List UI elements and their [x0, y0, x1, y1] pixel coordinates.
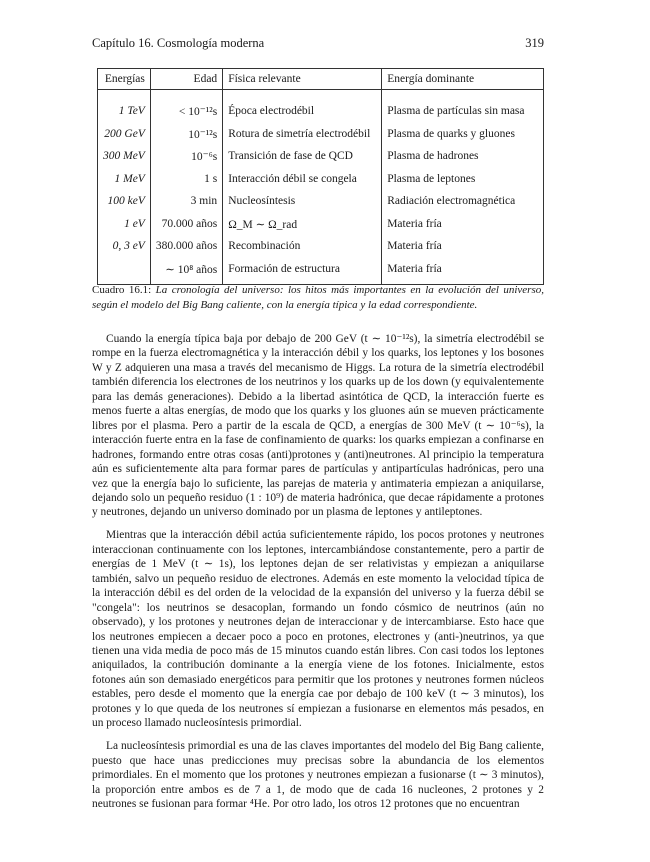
table-cell: 300 MeV — [98, 145, 151, 168]
table-cell: Transición de fase de QCD — [223, 145, 382, 168]
table-row — [98, 100, 544, 123]
page-header — [92, 36, 544, 51]
page-number: 319 — [525, 36, 544, 50]
table-cell: 100 keV — [98, 190, 151, 213]
table-row — [98, 258, 544, 285]
table-cell: 1 TeV — [98, 100, 151, 123]
paragraph: Mientras que la interacción débil actúa suficientemente rápido, los pocos protones y neutrones interaccionan continuamente con los leptones, intercambiándose constantemente, pero a partir de energías de 1 MeV (t ∼ 1s), los leptones dejan de ser relativistas y empiezan a aniquilarse también, salvo un pequeño residuo de electrones. Además en este momento la velocidad típica de la interacción débil es del orden de la velocidad de la expansión del universo y la fuerza débil se "congela": los neutrinos se desacoplan, formando un fondo cósmico de neutrinos (aún no observado), y los protones y neutrones dejan de interaccionar y de intercambiarse. Esto hace que los neutrones empiecen a decaer poco a poco en protones, electrones y (anti-)neutrinos, ya que tienen una vida media de poco más de 15 minutos cuando están libres. Con casi todos los leptones aniquilados, la contribución dominante a la energía viene de los fotones. Inicialmente, estos fotones aún son demasiado energéticos para permitir que los protones y neutrones formen núcleos estables, pero desde el momento que la energía cae por debajo de 100 keV (t ∼ 3 minutos), los protones y lo que queda de los neutrones sí empiezan a fusionarse en elementos más pesados, en un proceso llamado nucleosíntesis primordial. — [92, 529, 544, 730]
body-text — [92, 332, 544, 820]
table-cell: Interacción débil se congela — [223, 168, 382, 191]
table-header-energias: Energías — [98, 69, 151, 90]
table-row — [98, 145, 544, 168]
table-cell: < 10⁻¹²s — [150, 100, 222, 123]
table-caption — [92, 283, 544, 313]
table-cell: 200 GeV — [98, 123, 151, 146]
table-cell: 70.000 años — [150, 213, 222, 236]
table-cell: ∼ 10⁸ años — [150, 258, 222, 285]
table-header-energia-dominante: Energía dominante — [382, 69, 544, 90]
table-cell: 1 eV — [98, 213, 151, 236]
table-cell: 1 MeV — [98, 168, 151, 191]
table-cell: Plasma de hadrones — [382, 145, 544, 168]
table-row — [98, 235, 544, 258]
table-header-fisica: Física relevante — [223, 69, 382, 90]
table-cell: Radiación electromagnética — [382, 190, 544, 213]
paragraph: La nucleosíntesis primordial es una de las claves importantes del modelo del Big Bang caliente, puesto que hace unas predicciones muy precisas sobre la abundancia de los elementos primordiales. En el momento que los protones y neutrones empiezan a fusionarse (t ∼ 3 minutos), la proporción entre ambos es de 7 a 1, de modo que de cada 16 nucleones, 2 protones y 2 neutrones se fusionan para formar ⁴He. Por otro lado, los otros 12 protones que no encuentran — [92, 740, 544, 811]
table-row — [98, 213, 544, 236]
table-cell: 3 min — [150, 190, 222, 213]
table-cell: Época electrodébil — [223, 100, 382, 123]
table-cell: Plasma de leptones — [382, 168, 544, 191]
table-cell: Ω_M ∼ Ω_rad — [223, 213, 382, 236]
table-cell: Materia fría — [382, 235, 544, 258]
caption-label: Cuadro 16.1: — [92, 284, 152, 296]
table-cell: Materia fría — [382, 213, 544, 236]
table-cell: Nucleosíntesis — [223, 190, 382, 213]
table-cell: 380.000 años — [150, 235, 222, 258]
table-header-edad: Edad — [150, 69, 222, 90]
table-cell: Plasma de quarks y gluones — [382, 123, 544, 146]
table-header-row — [98, 69, 544, 90]
table-cell: 10⁻¹²s — [150, 123, 222, 146]
table-cell: 0, 3 eV — [98, 235, 151, 258]
table-cell: Recombinación — [223, 235, 382, 258]
table-cell: Plasma de partículas sin masa — [382, 100, 544, 123]
table-cell: 1 s — [150, 168, 222, 191]
table-cell — [98, 258, 151, 285]
chapter-title: Capítulo 16. Cosmología moderna — [92, 36, 265, 50]
table-row — [98, 190, 544, 213]
table-row — [98, 123, 544, 146]
caption-text: La cronología del universo: los hitos más importantes en la evolución del universo, según el modelo del Big Bang caliente, con la energía típica y la edad correspondiente. — [92, 284, 544, 311]
table-cell: Formación de estructura — [223, 258, 382, 285]
table-cell: Rotura de simetría electrodébil — [223, 123, 382, 146]
table-row — [98, 168, 544, 191]
paragraph: Cuando la energía típica baja por debajo de 200 GeV (t ∼ 10⁻¹²s), la simetría electrodébil se rompe en la fuerza electromagnética y la interacción débil y los quarks, los leptones y los bosones W y Z adquieren una masa a través del mecanismo de Higgs. La rotura de la simetría electrodébil también diferencia los electrones de los neutrinos y los quarks up de los down (y equivalentemente para las demás generaciones). Debido a la libertad asintótica de QCD, la interacción fuerte es menos fuerte a altas energías, de modo que los quarks y los gluones aún se mueven prácticamente libres por el plasma. Pero a partir de la escala de QCD, a energías de 300 MeV (t ∼ 10⁻⁶s), la interacción fuerte entra en la fase de confinamiento de quarks: los quarks empiezan a confinarse en hadrones, formando entre otras cosas (anti)protones y (anti)neutrones. Al principio la temperatura aún es suficientemente alta para formar pares de partículas y antipartículas hadrónicas, pero una vez que la energía bajo lo suficiente, las parejas de materia y antimateria empiezan a aniquilarse, dejando solo un pequeño residuo (1 : 10⁹) de materia hadrónica, que decae rápidamente a protones y neutrones, dejando un universo dominado por un plasma de leptones y antileptones. — [92, 333, 544, 519]
chronology-table — [97, 68, 544, 285]
table-cell: Materia fría — [382, 258, 544, 285]
table-cell: 10⁻⁶s — [150, 145, 222, 168]
